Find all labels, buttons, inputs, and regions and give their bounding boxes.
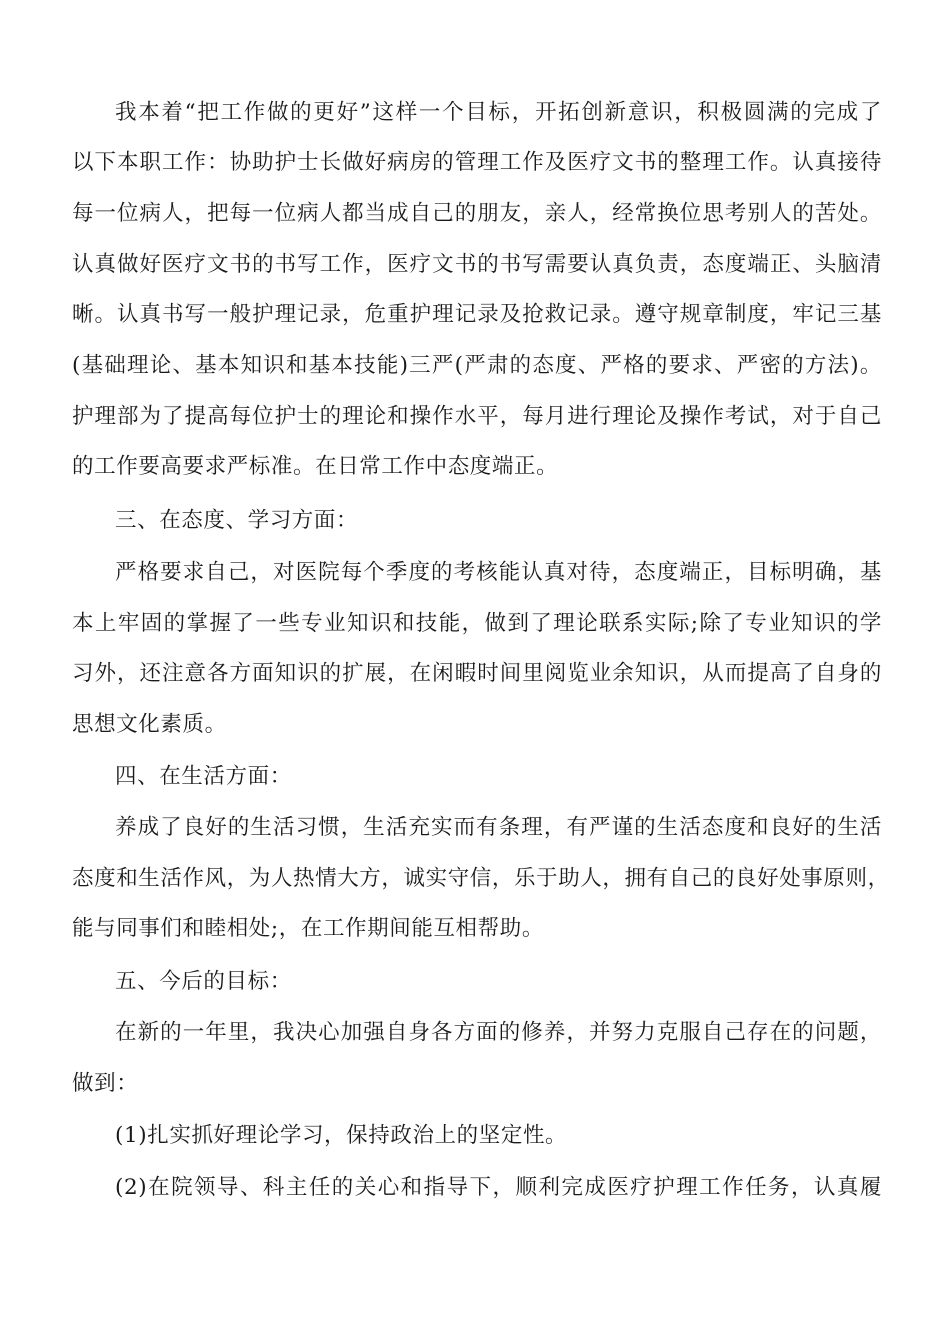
section-heading: 三、在态度、学习方面：	[115, 508, 359, 533]
text-line: 能与同事们和睦相处;，在工作期间能互相帮助。	[72, 916, 544, 941]
text-line: 思想文化素质。	[72, 712, 227, 737]
text-line: 护理部为了提高每位护士的理论和操作水平，每月进行理论及操作考试，对于自己	[72, 404, 882, 429]
text-line: 晰。认真书写一般护理记录，危重护理记录及抢救记录。遵守规章制度，牢记三基	[72, 302, 882, 327]
text-line: 在新的一年里，我决心加强自身各方面的修养，并努力克服自己存在的问题，	[115, 1020, 882, 1045]
list-item: (2)在院领导、科主任的关心和指导下，顺利完成医疗护理工作任务，认真履	[115, 1175, 882, 1200]
section-heading: 四、在生活方面：	[115, 764, 292, 789]
text-line: 做到：	[72, 1071, 139, 1096]
text-line: 严格要求自己，对医院每个季度的考核能认真对待，态度端正，目标明确，基	[115, 560, 882, 585]
text-line: 的工作要高要求严标准。在日常工作中态度端正。	[72, 454, 559, 479]
text-line: 认真做好医疗文书的书写工作，医疗文书的书写需要认真负责，态度端正、头脑清	[72, 252, 882, 277]
text-line: 每一位病人，把每一位病人都当成自己的朋友，亲人，经常换位思考别人的苦处。	[72, 201, 882, 226]
text-line: (基础理论、基本知识和基本技能)三严(严肃的态度、严格的要求、严密的方法)。	[72, 353, 882, 378]
section-heading: 五、今后的目标：	[115, 969, 292, 994]
text-line: 态度和生活作风，为人热情大方，诚实守信，乐于助人，拥有自己的良好处事原则，	[72, 866, 890, 891]
text-line: 以下本职工作：协助护士长做好病房的管理工作及医疗文书的整理工作。认真接待	[72, 150, 882, 175]
text-line: 习外，还注意各方面知识的扩展，在闲暇时间里阅览业余知识，从而提高了自身的	[72, 661, 882, 686]
list-item: (1)扎实抓好理论学习，保持政治上的坚定性。	[115, 1123, 568, 1148]
text-line: 我本着“把工作做的更好”这样一个目标，开拓创新意识，积极圆满的完成了	[115, 100, 882, 125]
text-line: 养成了良好的生活习惯，生活充实而有条理，有严谨的生活态度和良好的生活	[115, 815, 882, 840]
text-line: 本上牢固的掌握了一些专业知识和技能，做到了理论联系实际;除了专业知识的学	[72, 611, 882, 636]
